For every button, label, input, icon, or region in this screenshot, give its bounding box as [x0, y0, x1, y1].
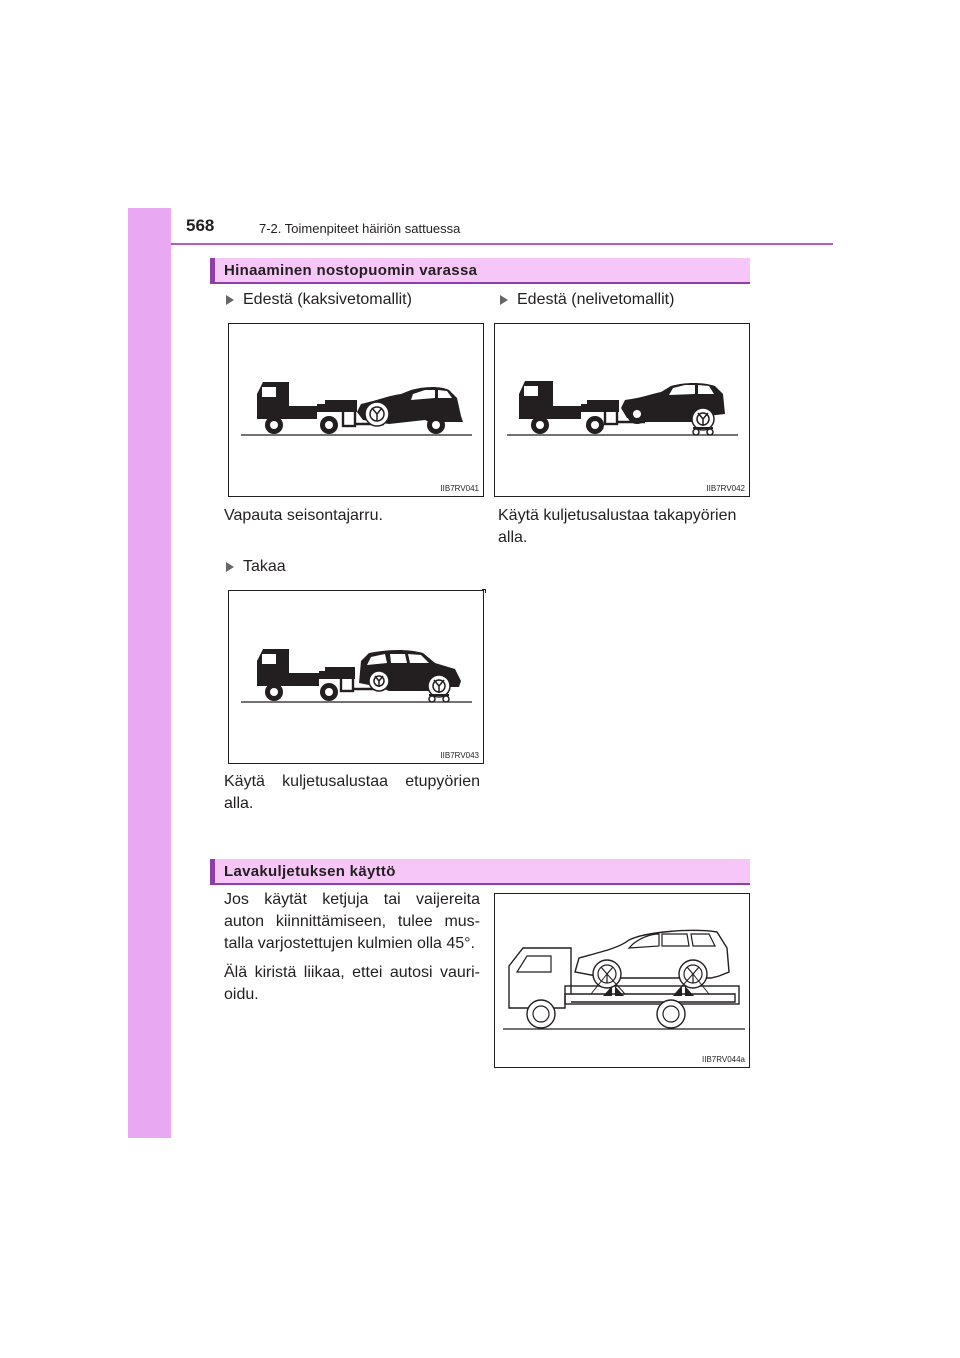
- subheading-label: Edestä (nelivetomallit): [517, 291, 675, 308]
- tow-truck-rear-illustration: [229, 591, 485, 765]
- subheading-front-2wd: [226, 291, 412, 309]
- section-heading-flatbed: [210, 859, 750, 885]
- caption-line: Käytä kuljetusalustaa takapyörien: [498, 507, 737, 524]
- flatbed-paragraph2-line1: Älä kiristä liikaa, ettei autosi vauri-: [224, 964, 480, 981]
- triangle-bullet-icon: [226, 295, 234, 305]
- subheading-label: Edestä (kaksivetomallit): [243, 291, 412, 308]
- subheading-front-4wd: [500, 291, 674, 309]
- subheading-label: Takaa: [243, 558, 286, 575]
- chapter-title: 7-2. Toimenpiteet häiriön sattuessa: [259, 221, 461, 236]
- flatbed-paragraph1-line2: auton kiinnittämiseen, tulee mus-: [224, 913, 480, 930]
- figure-front-tow-2wd: [228, 323, 484, 497]
- page-number: 568: [186, 216, 215, 235]
- figure-code: IIB7RV043: [440, 751, 479, 760]
- flatbed-truck-illustration: [495, 894, 751, 1069]
- section-title: Hinaaminen nostopuomin varassa: [224, 262, 478, 279]
- figure-code: IIB7RV041: [440, 484, 479, 493]
- header-divider: [171, 243, 833, 245]
- flatbed-paragraph1-line1: Jos käytät ketjuja tai vaijereita: [224, 891, 480, 908]
- figure-code: IIB7RV042: [706, 484, 745, 493]
- chapter-side-tab: [128, 208, 171, 1138]
- triangle-bullet-icon: [226, 562, 234, 572]
- flatbed-paragraph1-line3: talla varjostettujen kulmien olla 45°.: [224, 935, 475, 952]
- flatbed-paragraph2-line2: oidu.: [224, 986, 259, 1003]
- figure-front-tow-4wd: [494, 323, 750, 497]
- triangle-bullet-icon: [500, 295, 508, 305]
- caption-line: alla.: [498, 529, 528, 546]
- subheading-rear: [226, 558, 286, 576]
- section-title: Lavakuljetuksen käyttö: [224, 863, 396, 880]
- caption-front-4wd: [498, 505, 750, 549]
- caption-rear-line2: alla.: [224, 795, 254, 812]
- figure-code: IIB7RV044a: [702, 1055, 745, 1064]
- figure-rear-tow: [228, 590, 484, 764]
- section-heading-boom-towing: [210, 258, 750, 284]
- tow-truck-front-2wd-illustration: [229, 324, 485, 498]
- tow-truck-front-4wd-illustration: [495, 324, 751, 498]
- caption-rear-line1: Käytä kuljetusalustaa etupyörien: [224, 773, 480, 790]
- figure-flatbed-transport: [494, 893, 750, 1068]
- caption-front-2wd: Vapauta seisontajarru.: [224, 507, 383, 524]
